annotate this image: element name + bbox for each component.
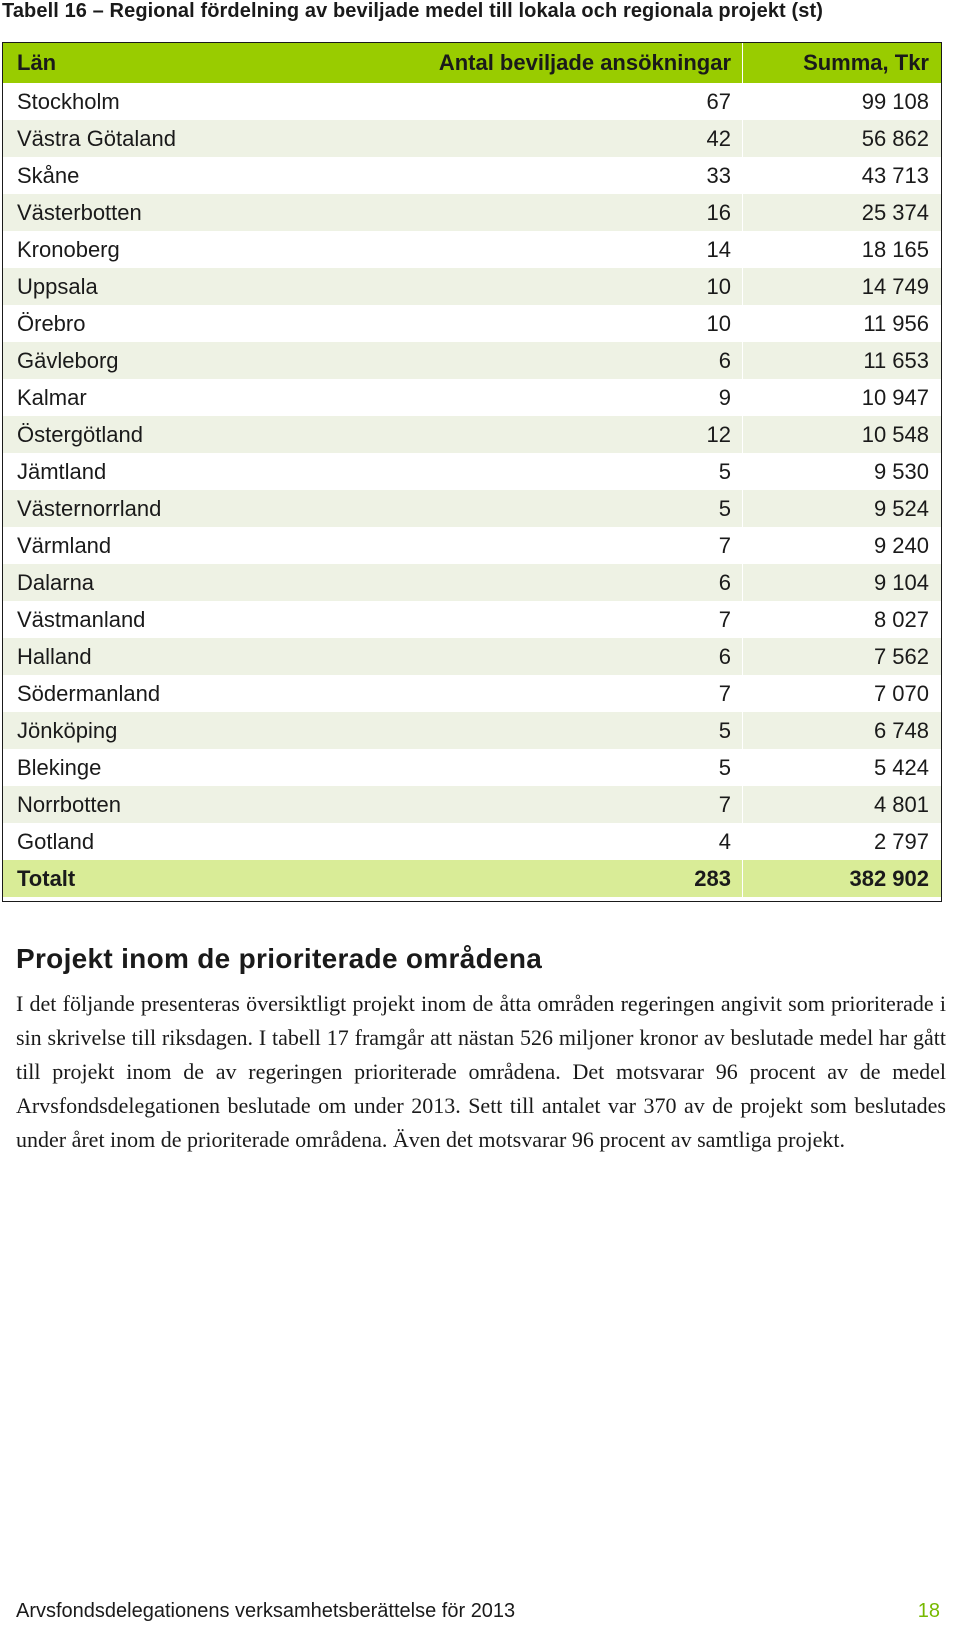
cell-count: 67 — [453, 83, 743, 120]
table-row — [3, 120, 941, 157]
cell-count: 33 — [453, 157, 743, 194]
table-row — [3, 194, 941, 231]
table-header-row — [3, 43, 941, 83]
cell-lan: Skåne — [17, 162, 80, 188]
cell-sum: 7 070 — [873, 680, 929, 706]
cell-sum: 14 749 — [861, 273, 929, 299]
table-row — [3, 379, 941, 416]
cell-sum: 10 548 — [861, 421, 929, 447]
cell-lan: Jämtland — [17, 458, 107, 484]
table-row — [3, 157, 941, 194]
cell-count: 5 — [453, 490, 743, 527]
cell-lan: Uppsala — [17, 273, 98, 299]
table-row — [3, 83, 941, 120]
regional-table — [2, 42, 942, 902]
total-sum: 382 902 — [849, 865, 929, 891]
table-row — [3, 490, 941, 527]
table-row — [3, 786, 941, 823]
page-footer — [16, 1600, 940, 1623]
cell-sum: 99 108 — [861, 88, 929, 114]
cell-sum: 56 862 — [861, 125, 929, 151]
cell-lan: Blekinge — [17, 754, 102, 780]
column-header-sum: Summa, Tkr — [803, 50, 929, 75]
cell-lan: Västra Götaland — [17, 125, 176, 151]
table-caption: Tabell 16 – Regional fördelning av beviljade medel till lokala och regionala projekt (st) — [2, 0, 823, 22]
cell-lan: Gävleborg — [17, 347, 119, 373]
table-total-row — [3, 860, 941, 897]
cell-lan: Jönköping — [17, 717, 118, 743]
table-row — [3, 453, 941, 490]
table-row — [3, 527, 941, 564]
cell-lan: Norrbotten — [17, 791, 121, 817]
cell-lan: Kronoberg — [17, 236, 120, 262]
table-row — [3, 601, 941, 638]
cell-lan: Örebro — [17, 310, 86, 336]
cell-sum: 11 956 — [863, 310, 929, 336]
cell-count: 6 — [453, 342, 743, 379]
cell-count: 7 — [453, 527, 743, 564]
cell-count: 10 — [453, 305, 743, 342]
table-row — [3, 342, 941, 379]
cell-lan: Östergötland — [17, 421, 143, 447]
column-header-lan: Län — [17, 50, 57, 75]
cell-sum: 9 524 — [873, 495, 929, 521]
total-label: Totalt — [17, 865, 76, 891]
cell-sum: 43 713 — [861, 162, 929, 188]
cell-count: 5 — [453, 712, 743, 749]
cell-sum: 9 530 — [873, 458, 929, 484]
cell-sum: 2 797 — [873, 828, 929, 854]
table-row — [3, 416, 941, 453]
table-row — [3, 231, 941, 268]
cell-sum: 9 104 — [873, 569, 929, 595]
cell-lan: Södermanland — [17, 680, 161, 706]
cell-count: 4 — [453, 823, 743, 860]
cell-count: 9 — [453, 379, 743, 416]
page-number: 18 — [917, 1600, 940, 1622]
cell-count: 6 — [453, 564, 743, 601]
table-row — [3, 305, 941, 342]
cell-lan: Värmland — [17, 532, 112, 558]
cell-lan: Kalmar — [17, 384, 87, 410]
cell-sum: 4 801 — [873, 791, 929, 817]
cell-count: 14 — [453, 231, 743, 268]
table-row — [3, 712, 941, 749]
cell-count: 16 — [453, 194, 743, 231]
cell-lan: Stockholm — [17, 88, 120, 114]
cell-count: 6 — [453, 638, 743, 675]
table-row — [3, 675, 941, 712]
cell-lan: Västmanland — [17, 606, 146, 632]
table-body — [3, 83, 941, 860]
body-paragraph: I det följande presenteras översiktligt projekt inom de åtta områden regeringen angivit som prioriterade i sin skrivelse till riksdagen. I tabell 17 framgår att nästan 526 miljoner kronor av beslutade medel har gått till projekt inom de av regeringen prioriterade områdena. Det motsvarar 96 procent av de medel Arvsfondsdelegationen beslutade om under 2013. Sett till antalet var 370 av de projekt som beslutades under året inom de prioriterade områdena. Även det motsvarar 96 procent av samtliga projekt. — [16, 991, 946, 1152]
cell-lan: Västernorrland — [17, 495, 162, 521]
total-count: 283 — [453, 860, 743, 897]
cell-sum: 11 653 — [863, 347, 929, 373]
cell-sum: 18 165 — [861, 236, 929, 262]
cell-count: 5 — [453, 453, 743, 490]
cell-lan: Gotland — [17, 828, 95, 854]
cell-sum: 10 947 — [861, 384, 929, 410]
table-row — [3, 823, 941, 860]
cell-lan: Västerbotten — [17, 199, 142, 225]
cell-sum: 7 562 — [873, 643, 929, 669]
table-row — [3, 638, 941, 675]
table-row — [3, 564, 941, 601]
cell-count: 7 — [453, 601, 743, 638]
cell-lan: Halland — [17, 643, 92, 669]
cell-sum: 8 027 — [873, 606, 929, 632]
cell-count: 5 — [453, 749, 743, 786]
cell-count: 7 — [453, 675, 743, 712]
cell-count: 7 — [453, 786, 743, 823]
table-row — [3, 749, 941, 786]
cell-sum: 25 374 — [861, 199, 929, 225]
footer-title: Arvsfondsdelegationens verksamhetsberättelse för 2013 — [16, 1600, 516, 1622]
cell-sum: 6 748 — [873, 717, 929, 743]
cell-sum: 9 240 — [873, 532, 929, 558]
cell-count: 42 — [453, 120, 743, 157]
cell-count: 10 — [453, 268, 743, 305]
cell-count: 12 — [453, 416, 743, 453]
section-heading: Projekt inom de prioriterade områdena — [16, 943, 543, 974]
cell-sum: 5 424 — [873, 754, 929, 780]
cell-lan: Dalarna — [17, 569, 95, 595]
column-header-count: Antal beviljade ansökningar — [453, 43, 743, 83]
table-row — [3, 268, 941, 305]
